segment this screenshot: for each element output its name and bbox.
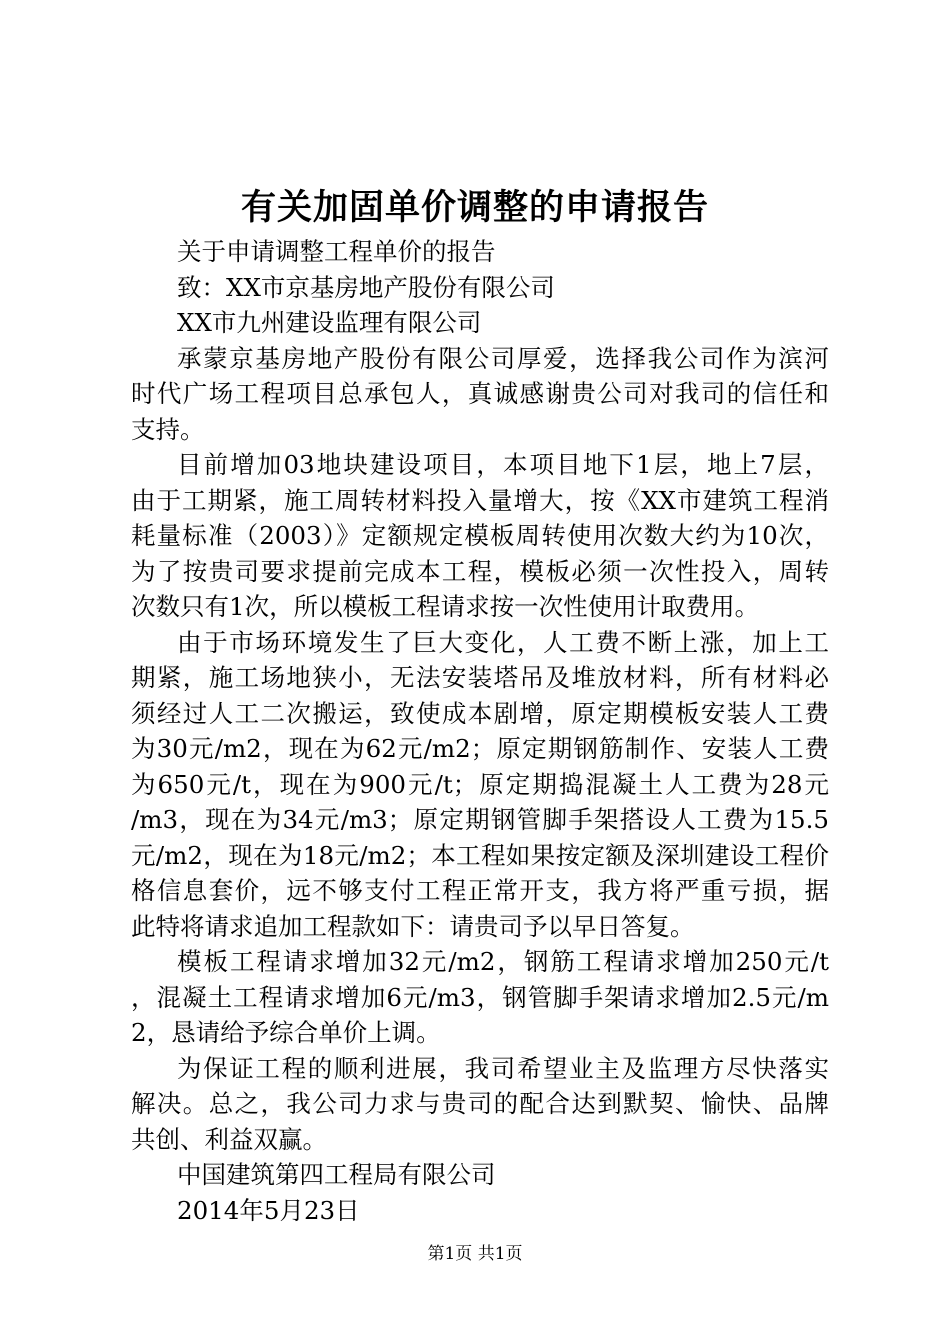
paragraph-line: 承蒙京基房地产股份有限公司厚爱，选择我公司作为滨河 <box>177 343 829 373</box>
paragraph-line: 须经过人工二次搬运，致使成本剧增，原定期模板安装人工费 <box>131 698 829 728</box>
recipient-line: 致：XX市京基房地产股份有限公司 <box>177 272 555 302</box>
signature-date: 2014年5月23日 <box>177 1195 360 1225</box>
paragraph-line: 元/m2，现在为18元/m2；本工程如果按定额及深圳建设工程价 <box>131 840 829 870</box>
paragraph-line: 由于工期紧，施工周转材料投入量增大，按《XX市建筑工程消 <box>131 485 829 515</box>
paragraph-line: 时代广场工程项目总承包人，真诚感谢贵公司对我司的信任和 <box>131 379 829 408</box>
recipient-line: XX市九州建设监理有限公司 <box>177 308 482 337</box>
document-title: 有关加固单价调整的申请报告 <box>240 187 709 228</box>
paragraph-line: 耗量标准（2003）》定额规定模板周转使用次数大约为10次， <box>131 521 829 550</box>
page-footer: 第1页 共1页 <box>427 1244 523 1264</box>
paragraph-line: 此特将请求追加工程款如下：请贵司予以早日答复。 <box>131 911 695 941</box>
paragraph-line: 格信息套价，远不够支付工程正常开支，我方将严重亏损，据 <box>131 876 829 905</box>
paragraph-line: 为650元/t，现在为900元/t；原定期捣混凝土人工费为28元 <box>131 769 829 799</box>
paragraph-line: 由于市场环境发生了巨大变化，人工费不断上涨，加上工 <box>177 627 829 657</box>
paragraph-line: 期紧，施工场地狭小，无法安装塔吊及堆放材料，所有材料必 <box>131 663 829 692</box>
paragraph-line: 共创、利益双赢。 <box>131 1124 327 1154</box>
paragraph-line: 支持。 <box>131 414 205 444</box>
paragraph-line: 为了按贵司要求提前完成本工程，模板必须一次性投入，周转 <box>131 556 829 586</box>
paragraph-line: 为30元/m2，现在为62元/m2；原定期钢筋制作、安装人工费 <box>131 734 829 763</box>
document-body <box>131 234 829 1228</box>
paragraph-line: 模板工程请求增加32元/m2，钢筋工程请求增加250元/t <box>177 947 829 976</box>
paragraph-line: 为保证工程的顺利进展，我司希望业主及监理方尽快落实 <box>177 1053 829 1083</box>
paragraph-line: 解决。总之，我公司力求与贵司的配合达到默契、愉快、品牌 <box>131 1089 829 1118</box>
paragraph-line: 目前增加03地块建设项目，本项目地下1层，地上7层， <box>177 450 829 479</box>
paragraph-line: /m3，现在为34元/m3；原定期钢管脚手架搭设人工费为15.5 <box>131 805 829 834</box>
signature-company: 中国建筑第四工程局有限公司 <box>177 1160 496 1189</box>
subtitle-line: 关于申请调整工程单价的报告 <box>177 237 496 266</box>
paragraph-line: 2，恳请给予综合单价上调。 <box>131 1018 441 1047</box>
paragraph-line: ，混凝土工程请求增加6元/m3，钢管脚手架请求增加2.5元/m <box>131 982 829 1012</box>
paragraph-line: 次数只有1次，所以模板工程请求按一次性使用计取费用。 <box>131 592 760 621</box>
